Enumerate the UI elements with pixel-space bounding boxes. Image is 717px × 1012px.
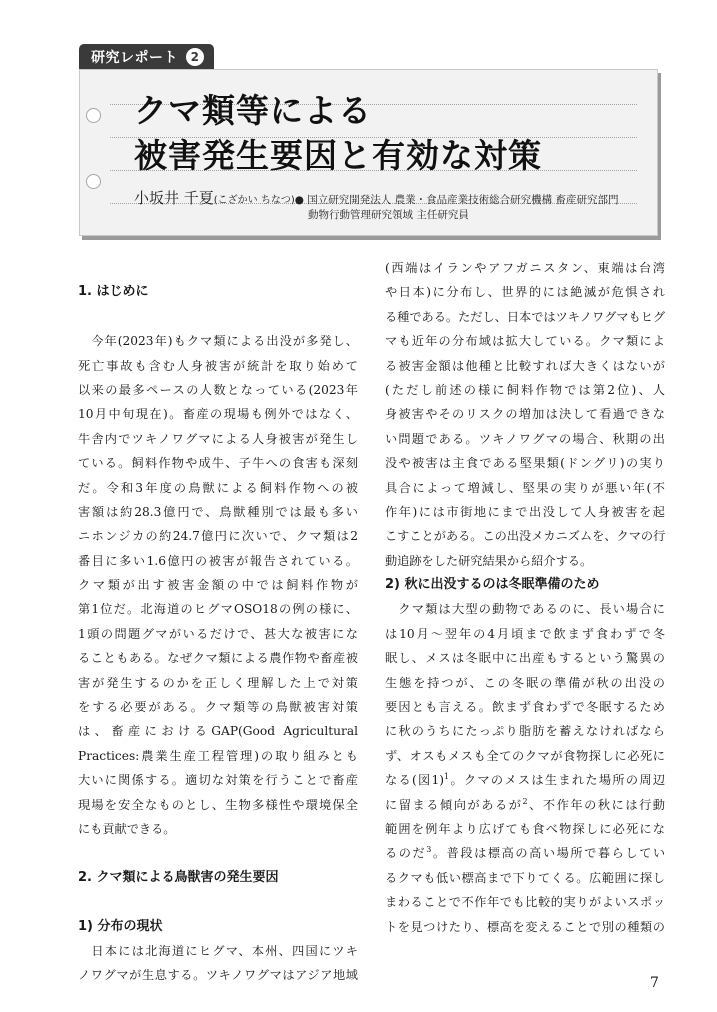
article-title-line2: 被害発生要因と有効な対策 <box>134 136 542 175</box>
text-line: 眠し、メスは冬眠中に出産もするという驚異の <box>385 651 665 666</box>
author-line <box>134 187 618 208</box>
left-text-column <box>78 256 358 988</box>
report-category-tab <box>79 44 214 69</box>
text-line: 日本には北海道にヒグマ、本州、四国にツキ <box>78 943 358 958</box>
footnote-ref: 3 <box>426 845 432 855</box>
author-name: 小坂井 千夏 <box>134 189 214 207</box>
text-line: ノワグマが生息する。ツキノワグマはアジア地域 <box>78 968 358 983</box>
text-line: なる(図1)$^1$。クマのメスは生まれた場所の周辺 <box>385 772 665 788</box>
text-line: 死亡事故も含む人身被害が統計を取り始めて <box>78 358 358 373</box>
footnote-ref: 1 <box>444 772 450 782</box>
text-line: る種である。ただし、日本ではツキノワグマもヒグ <box>385 309 665 324</box>
text-line: は10月〜翌年の4月頃まで飲まず食わずで冬 <box>385 626 665 641</box>
page-number: 7 <box>650 975 659 991</box>
text-line: トを見つけたり、標高を変えることで別の種類の <box>385 919 665 934</box>
author-kana: (こざかい ちなつ) <box>213 195 295 206</box>
section-heading: 1. はじめに <box>78 284 149 300</box>
text-line: (西端はイランやアフガニスタン、東端は台湾 <box>385 261 665 275</box>
text-line: にも貢献できる。 <box>78 821 176 836</box>
text-line: Practices:農業生産工程管理)の取り組みとも <box>78 748 358 763</box>
text-line: る被害金額は他種と比較すれば大きくはないが <box>385 358 665 373</box>
section-heading: 2) 秋に出没するのは冬眠準備のため <box>385 577 600 593</box>
binder-hole-icon <box>86 108 101 123</box>
title-card <box>79 69 658 236</box>
text-line: ている。飼料作物や成牛、子牛への食害も深刻 <box>78 456 358 471</box>
text-line: ニホンジカの約24.7億円に次いで、クマ類は2 <box>78 529 358 544</box>
text-line: 生態を持つが、この冬眠の準備が秋の出没の <box>385 675 665 690</box>
text-line <box>78 890 358 914</box>
footnote-ref: 2 <box>522 796 528 806</box>
text-line: 身被害やそのリスクの増加は決して看過できな <box>385 407 665 422</box>
text-line: 要因とも言える。飲まず食わずで冬眠するため <box>385 700 665 715</box>
text-line: だ。令和3年度の鳥獣による飼料作物への被 <box>78 480 358 495</box>
text-line <box>78 841 358 865</box>
text-line: (ただし前述の様に飼料作物では第2位)、人 <box>385 382 665 397</box>
text-line: ず、オスもメスも全てのクマが食物探しに必死に <box>385 748 665 763</box>
text-line: 10月中旬現在)。畜産の現場も例外ではなく、 <box>78 407 358 422</box>
text-line: 範囲を例年より広げても食べ物探しに必死にな <box>385 821 665 836</box>
text-line: 害額は約28.3億円で、鳥獣種別では最も多い <box>78 504 358 519</box>
text-line: をする必要がある。クマ類等の鳥獣被害対策 <box>78 700 358 715</box>
author-department: 動物行動管理研究領域 主任研究員 <box>308 209 469 221</box>
text-line: 第1位だ。北海道のヒグマOSO18の例の様に、 <box>78 602 358 617</box>
text-line: るのだ$^3$。普段は標高の高い場所で暮らしてい <box>385 845 665 861</box>
text-line: マも近年の分布域は拡大している。クマ類によ <box>385 334 665 349</box>
right-text-column <box>385 256 665 939</box>
section-heading: 2. クマ類による鳥獣害の発生要因 <box>78 869 279 885</box>
text-line: や日本)に分布し、世界的には絶滅が危惧され <box>385 285 665 300</box>
author-affiliation: ● 国立研究開発法人 農業・食品産業技術総合研究機構 畜産研究部門 <box>294 194 619 206</box>
text-line: クマ類は大型の動物であるのに、長い場合に <box>385 602 665 617</box>
text-line: 具合によって増減し、堅果の実りが悪い年(不 <box>385 480 665 495</box>
text-line: 害が発生するのかを正しく理解した上で対策 <box>78 675 358 690</box>
text-line: に秋のうちにたっぷり脂肪を蓄えなければなら <box>385 724 665 739</box>
text-line: るクマも低い標高まで下りてくる。広範囲に探し <box>385 870 665 885</box>
text-line <box>78 305 358 329</box>
report-number-badge: 2 <box>186 48 204 66</box>
article-title-line1: クマ類等による <box>134 91 372 130</box>
text-line: 今年(2023年)もクマ類による出没が多発し、 <box>78 334 358 349</box>
section-heading: 1) 分布の現状 <box>78 918 163 934</box>
binder-hole-icon <box>86 174 101 189</box>
text-line: まわることで不作年でも比較的実りがよいスポッ <box>385 895 665 910</box>
text-line: 現場を安全なものとし、生物多様性や環境保全 <box>78 797 358 812</box>
text-line: 作年)には市街地にまで出没して人身被害を起 <box>385 504 665 519</box>
text-line: 牛舎内でツキノワグマによる人身被害が発生し <box>78 431 358 446</box>
text-line: は、畜産におけるGAP(Good Agricultural <box>78 724 358 739</box>
report-category-label: 研究レポート <box>91 49 178 66</box>
text-line <box>78 256 358 280</box>
text-line: 1頭の問題グマがいるだけで、甚大な被害にな <box>78 626 358 641</box>
text-line: ることもある。なぜクマ類による農作物や畜産被 <box>78 651 358 666</box>
text-line: クマ類が出す被害金額の中では飼料作物が <box>78 578 358 593</box>
text-line: 以来の最多ペースの人数となっている(2023年 <box>78 382 358 397</box>
text-line: 動追跡をした研究結果から紹介する。 <box>385 553 593 568</box>
text-line: 没や被害は主食である堅果類(ドングリ)の実り <box>385 456 665 471</box>
text-line: い問題である。ツキノワグマの場合、秋期の出 <box>385 431 665 446</box>
text-line: に留まる傾向があるが$^2$、不作年の秋には行動 <box>385 796 665 812</box>
text-line: 番目に多い1.6億円の被害が報告されている。 <box>78 553 358 568</box>
text-line: こすことがある。この出没メカニズムを、クマの行 <box>385 529 665 544</box>
text-line: 大いに関係する。適切な対策を行うことで畜産 <box>78 773 358 788</box>
